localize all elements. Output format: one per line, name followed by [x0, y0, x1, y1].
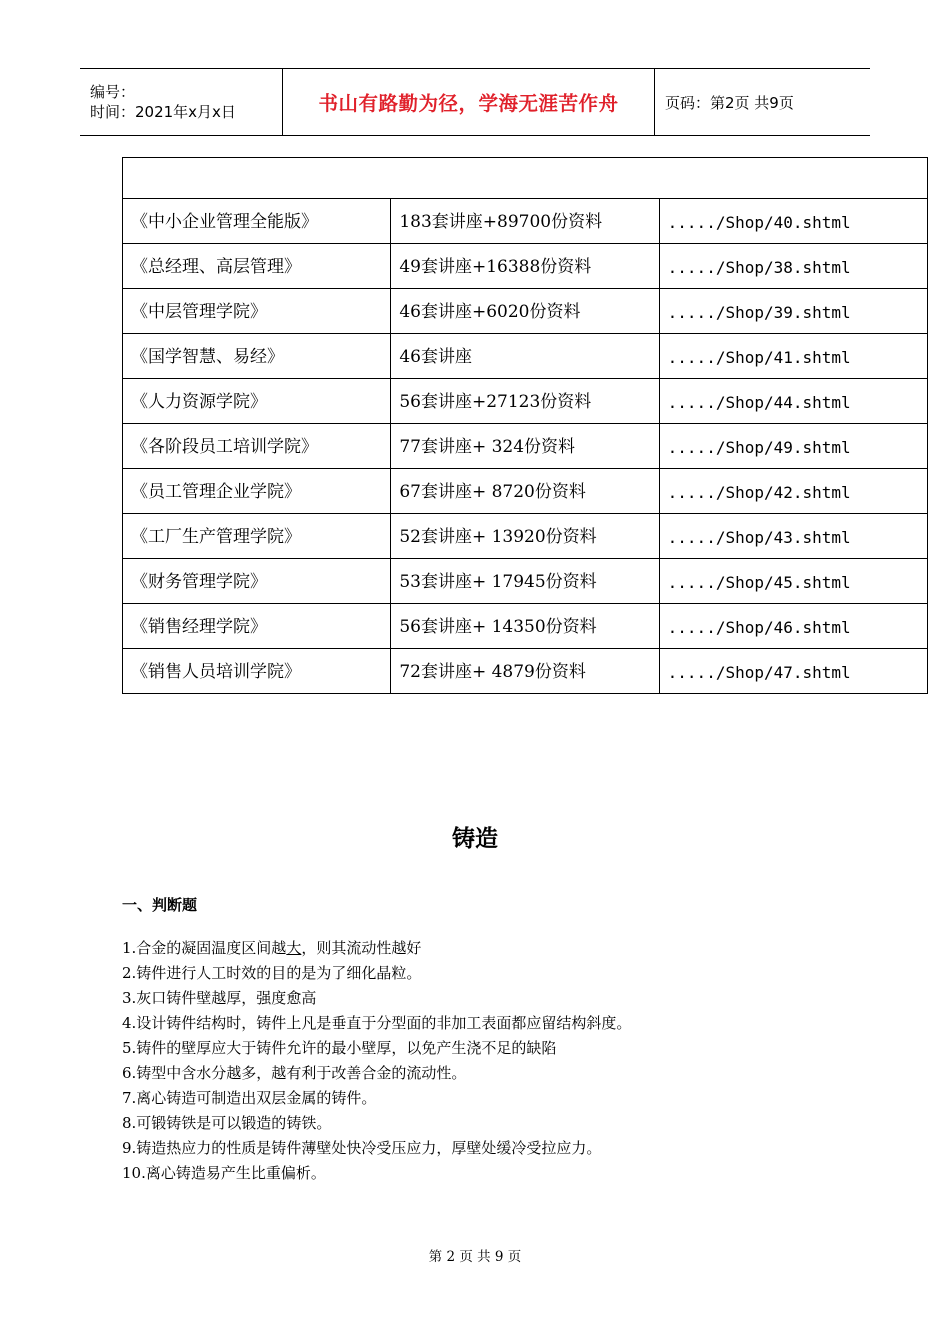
course-link[interactable]: ...../Shop/43.shtml [659, 514, 927, 559]
course-content: 72套讲座+ 4879份资料 [391, 649, 659, 694]
course-link[interactable]: ...../Shop/38.shtml [659, 244, 927, 289]
course-link[interactable]: ...../Shop/46.shtml [659, 604, 927, 649]
table-row [123, 244, 928, 289]
table-row [123, 469, 928, 514]
section-heading: 一、判断题 [122, 896, 198, 914]
course-table [122, 157, 928, 694]
document-number-label: 编号： [90, 83, 136, 101]
course-content: 67套讲座+ 8720份资料 [391, 469, 659, 514]
document-date: 时间：2021年x月x日 [90, 103, 236, 121]
header-page-info: 页码：第2页 共9页 [665, 93, 794, 112]
motto: 书山有路勤为径，学海无涯苦作舟 [318, 92, 619, 115]
page-footer: 第 2 页 共 9 页 [428, 1249, 522, 1265]
course-content: 52套讲座+ 13920份资料 [391, 514, 659, 559]
course-name: 《员工管理企业学院》 [123, 469, 391, 514]
question-item: 8.可锻铸铁是可以锻造的铸铁。 [122, 1114, 332, 1132]
course-content: 53套讲座+ 17945份资料 [391, 559, 659, 604]
course-link[interactable]: ...../Shop/45.shtml [659, 559, 927, 604]
table-row [123, 199, 928, 244]
table-row [123, 289, 928, 334]
table-row [123, 604, 928, 649]
document-title: 铸造 [452, 826, 498, 852]
question-item: 6.铸型中含水分越多，越有利于改善合金的流动性。 [122, 1064, 467, 1082]
question-item: 3.灰口铸件壁越厚，强度愈高 [122, 989, 317, 1007]
question-text: ，则其流动性越好 [301, 939, 422, 957]
underlined-text: 大 [286, 939, 302, 957]
table-header-row [123, 158, 928, 199]
course-name: 《总经理、高层管理》 [123, 244, 391, 289]
empty-cell [123, 158, 928, 199]
course-name: 《财务管理学院》 [123, 559, 391, 604]
course-link[interactable]: ...../Shop/40.shtml [659, 199, 927, 244]
course-name: 《人力资源学院》 [123, 379, 391, 424]
course-content: 56套讲座+ 14350份资料 [391, 604, 659, 649]
course-link[interactable]: ...../Shop/47.shtml [659, 649, 927, 694]
course-content: 77套讲座+ 324份资料 [391, 424, 659, 469]
page-header [80, 68, 870, 136]
question-item: 9.铸造热应力的性质是铸件薄壁处快冷受压应力，厚壁处缓冷受拉应力。 [122, 1139, 602, 1157]
table-row [123, 424, 928, 469]
question-item: 4.设计铸件结构时，铸件上凡是垂直于分型面的非加工表面都应留结构斜度。 [122, 1014, 632, 1032]
course-link[interactable]: ...../Shop/41.shtml [659, 334, 927, 379]
question-item [122, 936, 631, 961]
question-item: 5.铸件的壁厚应大于铸件允许的最小壁厚，以免产生浇不足的缺陷 [122, 1039, 557, 1057]
table-row [123, 514, 928, 559]
course-link[interactable]: ...../Shop/42.shtml [659, 469, 927, 514]
table-row [123, 559, 928, 604]
course-name: 《国学智慧、易经》 [123, 334, 391, 379]
course-link[interactable]: ...../Shop/44.shtml [659, 379, 927, 424]
table-row [123, 379, 928, 424]
course-name: 《各阶段员工培训学院》 [123, 424, 391, 469]
course-name: 《中层管理学院》 [123, 289, 391, 334]
course-name: 《销售经理学院》 [123, 604, 391, 649]
question-list [122, 936, 631, 1186]
question-text: 1.合金的凝固温度区间越 [122, 939, 287, 957]
course-content: 46套讲座+6020份资料 [391, 289, 659, 334]
question-item: 10.离心铸造易产生比重偏析。 [122, 1164, 326, 1182]
course-content: 183套讲座+89700份资料 [391, 199, 659, 244]
course-content: 46套讲座 [391, 334, 659, 379]
course-content: 56套讲座+27123份资料 [391, 379, 659, 424]
course-name: 《工厂生产管理学院》 [123, 514, 391, 559]
table-row [123, 334, 928, 379]
question-item: 7.离心铸造可制造出双层金属的铸件。 [122, 1089, 377, 1107]
course-name: 《中小企业管理全能版》 [123, 199, 391, 244]
question-item: 2.铸件进行人工时效的目的是为了细化晶粒。 [122, 964, 422, 982]
course-link[interactable]: ...../Shop/39.shtml [659, 289, 927, 334]
table-row [123, 649, 928, 694]
course-name: 《销售人员培训学院》 [123, 649, 391, 694]
header-meta [80, 69, 282, 135]
course-link[interactable]: ...../Shop/49.shtml [659, 424, 927, 469]
header-motto-cell [282, 69, 655, 135]
course-content: 49套讲座+16388份资料 [391, 244, 659, 289]
